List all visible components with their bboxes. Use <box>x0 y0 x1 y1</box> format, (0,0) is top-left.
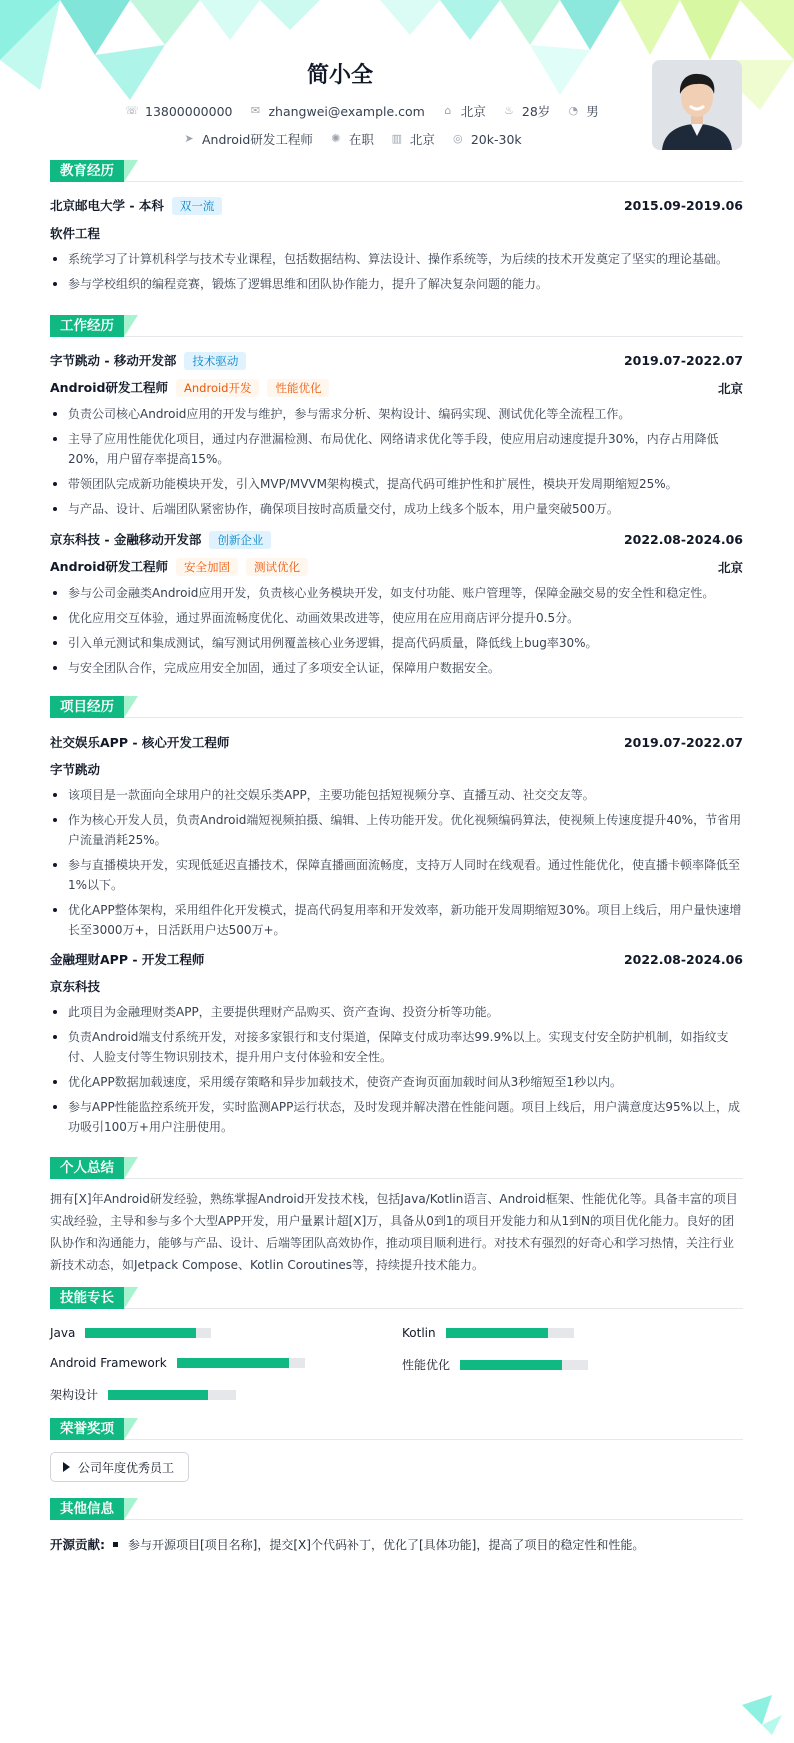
company: 字节跳动 - 移动开发部 <box>50 353 177 368</box>
skill-name: 架构设计 <box>50 1388 99 1402</box>
contact-row <box>125 102 615 120</box>
section-title: 荣誉奖项 <box>50 1418 124 1440</box>
school: 北京邮电大学 - 本科 <box>50 198 164 213</box>
role-tag: 测试优化 <box>246 558 308 576</box>
company: 京东科技 - 金融移动开发部 <box>50 532 202 547</box>
skill-fill <box>460 1360 562 1370</box>
project-1-org <box>50 760 743 778</box>
project-1-bullets <box>50 785 743 945</box>
role-tag: 安全加固 <box>176 558 238 576</box>
email: zhangwei@example.com <box>268 103 425 119</box>
target-city: 北京 <box>409 132 435 147</box>
company-tag: 创新企业 <box>209 531 271 549</box>
salary: 20k-30k <box>470 131 522 147</box>
skill-fill <box>446 1328 548 1338</box>
list-item: 主导了应用性能优化项目，通过内存泄漏检测、布局优化、网络请求优化等手段，使应用启动速度提升30%，内存占用降低20%，用户留存率提高15%。 <box>50 429 743 469</box>
section-header <box>50 1418 743 1440</box>
role-tag: Android开发 <box>176 379 259 397</box>
major-line <box>50 224 743 242</box>
section-header <box>50 1498 743 1520</box>
cake-icon: ♨ <box>503 104 514 117</box>
skill-bar <box>85 1328 211 1338</box>
send-icon: ➤ <box>184 132 194 145</box>
work-1-header <box>50 351 743 370</box>
project-title: 金融理财APP - 开发工程师 <box>50 952 205 967</box>
work-1-bullets <box>50 404 743 524</box>
section-education <box>50 160 743 182</box>
section-title: 技能专长 <box>50 1287 124 1309</box>
school-tag: 双一流 <box>172 197 223 215</box>
list-item: 负责公司核心Android应用的开发与维护，参与需求分析、架构设计、编码实现、测试优化等全流程工作。 <box>50 404 743 424</box>
job-intent-row <box>182 130 538 148</box>
phone: 13800000000 <box>145 103 233 119</box>
phone-item <box>125 104 232 119</box>
section-header <box>50 1157 743 1179</box>
section-title: 教育经历 <box>50 160 124 182</box>
section-header <box>50 696 743 718</box>
city: 北京 <box>460 104 486 119</box>
list-item: 作为核心开发人员，负责Android端短视频拍摄、编辑、上传功能开发。优化视频编码算法，使视频上传速度提升40%，节省用户流量消耗25%。 <box>50 810 743 850</box>
project-2-header <box>50 950 743 968</box>
section-header <box>50 1287 743 1309</box>
role-item <box>182 130 313 148</box>
project-org: 字节跳动 <box>50 762 101 777</box>
mail-icon: ✉ <box>250 104 261 117</box>
project-date: 2019.07-2022.07 <box>623 734 743 750</box>
status-item <box>329 130 374 148</box>
section-summary <box>50 1157 743 1179</box>
corner-decoration <box>742 1695 782 1735</box>
work-date: 2022.08-2024.06 <box>623 532 743 547</box>
skill-performance <box>402 1356 588 1373</box>
list-item: 优化APP数据加载速度，采用缓存策略和异步加载技术，使资产查询页面加载时间从3秒缩短至1秒以内。 <box>50 1072 743 1092</box>
award-item[interactable] <box>50 1452 189 1482</box>
section-title: 其他信息 <box>50 1498 124 1520</box>
sun-icon: ✺ <box>331 132 341 145</box>
other-info-row <box>50 1535 644 1553</box>
project-2-org <box>50 977 743 995</box>
list-item: 参与学校组织的编程竞赛，锻炼了逻辑思维和团队协作能力，提升了解决复杂问题的能力。 <box>50 274 743 294</box>
skill-bar <box>446 1328 574 1338</box>
work-2-bullets <box>50 583 743 683</box>
city-item <box>441 102 486 120</box>
list-item: 参与APP性能监控系统开发，实时监测APP运行状态，及时发现并解决潜在性能问题。项目上线后，用户满意度达95%以上，成功吸引100万+用户注册使用。 <box>50 1097 743 1137</box>
skill-name: Kotlin <box>402 1326 436 1340</box>
school-line <box>50 196 222 215</box>
skill-bar <box>108 1390 236 1400</box>
role-tag: 性能优化 <box>267 379 329 397</box>
list-item: 此项目为金融理财类APP，主要提供理财产品购买、资产查询、投资分析等功能。 <box>50 1002 743 1022</box>
project-org: 京东科技 <box>50 979 101 994</box>
list-item: 系统学习了计算机科学与技术专业课程，包括数据结构、算法设计、操作系统等，为后续的技术开发奠定了坚实的理论基础。 <box>50 249 743 269</box>
role-line <box>50 378 329 397</box>
project-1-header <box>50 733 743 751</box>
avatar-photo <box>652 60 742 150</box>
list-item: 参与直播模块开发，实现低延迟直播技术，保障直播画面流畅度，支持万人同时在线观看。通过性能优化，使直播卡顿率降低至1%以下。 <box>50 855 743 895</box>
major: 软件工程 <box>50 226 101 241</box>
skill-kotlin <box>402 1326 574 1340</box>
salary-item <box>451 132 522 147</box>
skill-architecture <box>50 1386 236 1403</box>
other-label: 开源贡献: <box>50 1537 105 1552</box>
bullet-marker <box>113 1542 118 1547</box>
section-other <box>50 1498 743 1520</box>
skill-name: 性能优化 <box>402 1358 451 1372</box>
work-city: 北京 <box>717 380 743 396</box>
list-item: 带领团队完成新功能模块开发，引入MVP/MVVM架构模式，提高代码可维护性和扩展性，模块开发周期缩短25%。 <box>50 474 743 494</box>
section-projects <box>50 696 743 718</box>
target-role: Android研发工程师 <box>202 132 313 147</box>
education-header <box>50 196 743 215</box>
section-header <box>50 160 743 182</box>
skill-fill <box>177 1358 290 1368</box>
section-title: 个人总结 <box>50 1157 124 1179</box>
section-header <box>50 315 743 337</box>
work-date: 2019.07-2022.07 <box>623 353 743 368</box>
skill-name: Java <box>50 1326 76 1340</box>
target-city-item <box>390 130 435 148</box>
gender-item <box>566 102 599 120</box>
section-awards <box>50 1418 743 1440</box>
list-item: 优化应用交互体验，通过界面流畅度优化、动画效果改进等，使应用在应用商店评分提升0.5分。 <box>50 608 743 628</box>
work-1-role <box>50 378 743 397</box>
company-line <box>50 530 271 549</box>
list-item: 与安全团队合作，完成应用安全加固，通过了多项安全认证，保障用户数据安全。 <box>50 658 743 678</box>
section-skills <box>50 1287 743 1309</box>
gender: 男 <box>586 104 599 119</box>
work-2-role <box>50 557 743 576</box>
gender-icon: ◔ <box>568 104 579 117</box>
section-work <box>50 315 743 337</box>
skill-bar <box>460 1360 588 1370</box>
building-icon: ▥ <box>391 132 403 145</box>
other-text: 参与开源项目[项目名称]，提交[X]个代码补丁，优化了[具体功能]，提高了项目的稳定性和性能。 <box>128 1537 645 1552</box>
education-bullets <box>50 249 743 299</box>
play-icon <box>63 1462 70 1472</box>
company-line <box>50 351 246 370</box>
list-item: 参与公司金融类Android应用开发，负责核心业务模块开发，如支付功能、账户管理等，保障金融交易的安全性和稳定性。 <box>50 583 743 603</box>
skill-bar <box>177 1358 305 1368</box>
list-item: 优化APP整体架构，采用组件化开发模式，提高代码复用率和开发效率，新功能开发周期缩短30%。项目上线后，用户量快速增长至3000万+，日活跃用户达500万+。 <box>50 900 743 940</box>
role: Android研发工程师 <box>50 559 169 574</box>
summary-text: 拥有[X]年Android研发经验，熟练掌握Android开发技术栈，包括Java/Kotlin语言、Android框架、性能优化等。具备丰富的项目实战经验，主导和参与多个大型APP开发，用户量累计超[X]万，具备从0到1的项目开发能力和从1到N的项目优化能力。良好的团队协作和沟通能力，能够与产品、设计、后端等团队高效协作，推动项目顺利进行。对技术有强烈的好奇心和学习热情，关注行业新技术动态，如Jetpack Compose、Kotlin Coroutines等，持续提升技术能力。 <box>50 1192 738 1272</box>
candidate-name: 简小全 <box>306 63 373 88</box>
list-item: 负责Android端支付系统开发，对接多家银行和支付渠道，保障支付成功率达99.9%以上。实现支付安全防护机制，如指纹支付、人脸支付等生物识别技术，提升用户支付体验和安全性。 <box>50 1027 743 1067</box>
role: Android研发工程师 <box>50 380 169 395</box>
phone-icon: ☏ <box>125 104 139 117</box>
company-tag: 技术驱动 <box>184 352 246 370</box>
education-date: 2015.09-2019.06 <box>623 198 743 213</box>
work-2-header <box>50 530 743 549</box>
age-item <box>502 102 550 120</box>
role-line <box>50 557 308 576</box>
project-2-bullets <box>50 1002 743 1142</box>
skill-name: Android Framework <box>50 1356 167 1370</box>
home-icon: ⌂ <box>444 104 452 117</box>
job-status: 在职 <box>348 132 374 147</box>
skill-android-framework <box>50 1356 305 1370</box>
section-title: 工作经历 <box>50 315 124 337</box>
list-item: 该项目是一款面向全球用户的社交娱乐类APP，主要功能包括短视频分享、直播互动、社交交友等。 <box>50 785 743 805</box>
coin-icon: ◎ <box>453 132 463 145</box>
list-item: 引入单元测试和集成测试，编写测试用例覆盖核心业务逻辑，提高代码质量，降低线上bug率30%。 <box>50 633 743 653</box>
skill-fill <box>85 1328 196 1338</box>
skill-java <box>50 1326 211 1340</box>
award-label: 公司年度优秀员工 <box>78 1460 175 1475</box>
skill-fill <box>108 1390 208 1400</box>
age: 28岁 <box>521 104 551 119</box>
project-title: 社交娱乐APP - 核心开发工程师 <box>50 735 230 750</box>
section-title: 项目经历 <box>50 696 124 718</box>
project-date: 2022.08-2024.06 <box>623 951 743 967</box>
email-item <box>248 104 424 119</box>
list-item: 与产品、设计、后端团队紧密协作，确保项目按时高质量交付，成功上线多个版本，用户量突破500万。 <box>50 499 743 519</box>
work-city: 北京 <box>717 559 743 575</box>
